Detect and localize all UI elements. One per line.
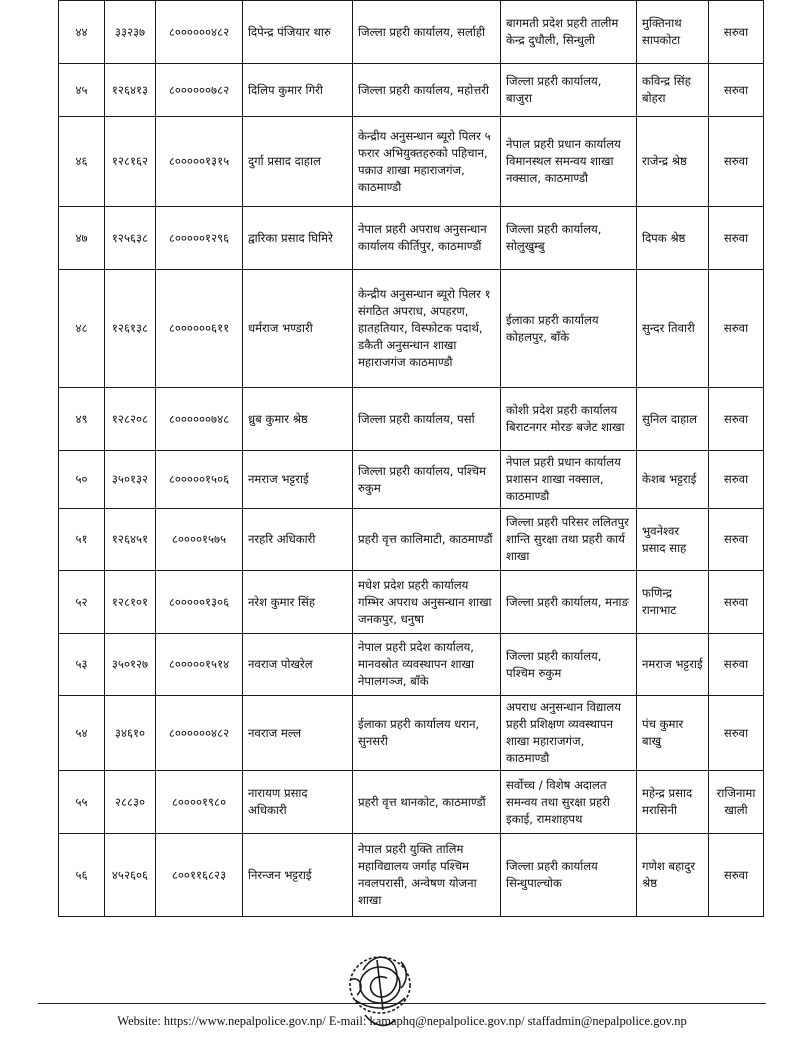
row-transfer-office: बागमती प्रदेश प्रहरी तालीम केन्द्र दुधौली, सिन्धुली: [501, 1, 637, 64]
row-replacement-officer: मुक्तिनाथ सापकोटा: [637, 1, 709, 64]
row-replacement-officer: गणेश बहादुर श्रेष्ठ: [637, 834, 709, 917]
row-employee-name: ध्रुब कुमार श्रेष्ठ: [243, 388, 353, 451]
row-transfer-office: जिल्ला प्रहरी कार्यालय, बाजुरा: [501, 64, 637, 117]
row-staff-id: १२८१०१: [105, 571, 156, 634]
row-status: सरुवा: [709, 834, 764, 917]
row-employee-name: दिलिप कुमार गिरी: [243, 64, 353, 117]
row-employee-name: द्वारिका प्रसाद घिमिरे: [243, 207, 353, 270]
row-current-office: जिल्ला प्रहरी कार्यालय, सर्लाही: [353, 1, 501, 64]
footer-rule: [38, 1003, 766, 1004]
row-staff-code: ८००००१९८०: [156, 771, 243, 834]
row-staff-id: १२८२०८: [105, 388, 156, 451]
row-staff-id: २८८३०: [105, 771, 156, 834]
row-staff-code: ८०००००१५०६: [156, 451, 243, 509]
row-replacement-officer: दिपक श्रेष्ठ: [637, 207, 709, 270]
row-status: राजिनामा खाली: [709, 771, 764, 834]
row-transfer-office: जिल्ला प्रहरी कार्यालय, मनाङ: [501, 571, 637, 634]
row-staff-code: ८००००००७४८: [156, 388, 243, 451]
row-current-office: केन्द्रीय अनुसन्धान ब्यूरो पिलर १ संगठित अपराध, अपहरण, हातहतियार, विस्फोटक पदार्थ, डकैती अनुसन्धान शाखा महाराजगंज काठमाण्डौ: [353, 270, 501, 388]
row-current-office: प्रहरी वृत्त थानकोट, काठमाण्डौं: [353, 771, 501, 834]
row-employee-name: नरहरि अधिकारी: [243, 509, 353, 571]
row-staff-code: ८०००००१२९६: [156, 207, 243, 270]
row-staff-id: १२६१३८: [105, 270, 156, 388]
table-row: [59, 634, 764, 696]
row-employee-name: नवराज मल्ल: [243, 696, 353, 771]
row-employee-name: नमराज भट्टराई: [243, 451, 353, 509]
row-employee-name: दुर्गा प्रसाद दाहाल: [243, 117, 353, 207]
row-serial-number: ५०: [59, 451, 105, 509]
row-staff-id: १२८१६२: [105, 117, 156, 207]
row-serial-number: ५१: [59, 509, 105, 571]
row-staff-id: ३३२३७: [105, 1, 156, 64]
row-staff-id: १२६४१३: [105, 64, 156, 117]
row-status: सरुवा: [709, 207, 764, 270]
row-replacement-officer: नमराज भट्टराई: [637, 634, 709, 696]
footer-contact: Website: https://www.nepalpolice.gov.np/ E-mail: kamaphq@nepalpolice.gov.np/ staffadmin@nepalpolice.gov.np: [117, 1014, 687, 1028]
row-staff-code: ८००००००६११: [156, 270, 243, 388]
row-transfer-office: जिल्ला प्रहरी कार्यालय, सोलुखुम्बु: [501, 207, 637, 270]
row-status: सरुवा: [709, 1, 764, 64]
row-status: सरुवा: [709, 270, 764, 388]
row-replacement-officer: राजेन्द्र श्रेष्ठ: [637, 117, 709, 207]
table-row: [59, 117, 764, 207]
table-row: [59, 207, 764, 270]
row-staff-id: ३५०१२७: [105, 634, 156, 696]
row-staff-code: ८००००००७८२: [156, 64, 243, 117]
table-row: [59, 571, 764, 634]
row-employee-name: नवराज पोखरेल: [243, 634, 353, 696]
row-serial-number: ५५: [59, 771, 105, 834]
row-replacement-officer: सुनिल दाहाल: [637, 388, 709, 451]
row-serial-number: ५६: [59, 834, 105, 917]
row-transfer-office: कोशी प्रदेश प्रहरी कार्यालय बिराटनगर मोरङ बजेट शाखा: [501, 388, 637, 451]
row-serial-number: ४६: [59, 117, 105, 207]
row-current-office: केन्द्रीय अनुसन्धान ब्यूरो पिलर ५ फरार अभियुक्तहरुको पहिचान, पक्राउ शाखा महाराजगंज, काठमाण्डौ: [353, 117, 501, 207]
row-staff-code: ८००००००४८२: [156, 1, 243, 64]
row-status: सरुवा: [709, 509, 764, 571]
row-transfer-office: ईलाका प्रहरी कार्यालय कोहलपुर, बाँके: [501, 270, 637, 388]
row-status: सरुवा: [709, 451, 764, 509]
table-row: [59, 771, 764, 834]
row-serial-number: ४७: [59, 207, 105, 270]
row-staff-id: ३५०१३२: [105, 451, 156, 509]
row-employee-name: नरेश कुमार सिंह: [243, 571, 353, 634]
row-replacement-officer: सुन्दर तिवारी: [637, 270, 709, 388]
row-status: सरुवा: [709, 117, 764, 207]
row-serial-number: ५२: [59, 571, 105, 634]
row-replacement-officer: भुवनेश्वर प्रसाद साह: [637, 509, 709, 571]
row-transfer-office: जिल्ला प्रहरी कार्यालय, पश्चिम रुकुम: [501, 634, 637, 696]
row-transfer-office: नेपाल प्रहरी प्रधान कार्यालय प्रशासन शाखा नक्साल, काठमाण्डौ: [501, 451, 637, 509]
row-status: सरुवा: [709, 64, 764, 117]
row-status: सरुवा: [709, 388, 764, 451]
row-serial-number: ४४: [59, 1, 105, 64]
row-staff-code: ८००११६८२३: [156, 834, 243, 917]
row-staff-code: ८०००००१३१५: [156, 117, 243, 207]
row-employee-name: नारायण प्रसाद अधिकारी: [243, 771, 353, 834]
row-current-office: नेपाल प्रहरी युक्ति तालिम महाविद्यालय जर्गाह पश्चिम नवलपरासी, अन्वेषण योजना शाखा: [353, 834, 501, 917]
row-replacement-officer: कविन्द्र सिंह बोहरा: [637, 64, 709, 117]
row-serial-number: ४८: [59, 270, 105, 388]
row-replacement-officer: केशब भट्टराई: [637, 451, 709, 509]
row-status: सरुवा: [709, 634, 764, 696]
row-status: सरुवा: [709, 696, 764, 771]
row-replacement-officer: पंच कुमार बाखु: [637, 696, 709, 771]
row-replacement-officer: फणिन्द्र रानाभाट: [637, 571, 709, 634]
row-serial-number: ४९: [59, 388, 105, 451]
row-serial-number: ४५: [59, 64, 105, 117]
row-staff-code: ८००००००४८२: [156, 696, 243, 771]
row-current-office: जिल्ला प्रहरी कार्यालय, पश्चिम रुकुम: [353, 451, 501, 509]
row-transfer-office: अपराध अनुसन्धान विद्यालय प्रहरी प्रशिक्षण व्यवस्थापन शाखा महाराजगंज, काठमाण्डौ: [501, 696, 637, 771]
row-current-office: मधेश प्रदेश प्रहरी कार्यालय गम्भिर अपराध अनुसन्धान शाखा जनकपुर, धनुषा: [353, 571, 501, 634]
row-transfer-office: जिल्ला प्रहरी परिसर ललितपुर शान्ति सुरक्षा तथा प्रहरी कार्य शाखा: [501, 509, 637, 571]
row-employee-name: निरन्जन भट्टराई: [243, 834, 353, 917]
row-employee-name: धर्मराज भण्डारी: [243, 270, 353, 388]
row-current-office: प्रहरी वृत्त कालिमाटी, काठमाण्डौं: [353, 509, 501, 571]
row-staff-id: १२६४५१: [105, 509, 156, 571]
row-current-office: जिल्ला प्रहरी कार्यालय, पर्सा: [353, 388, 501, 451]
table-row: [59, 696, 764, 771]
row-staff-code: ८०००००१३०६: [156, 571, 243, 634]
row-transfer-office: जिल्ला प्रहरी कार्यालय सिन्धुपाल्चोक: [501, 834, 637, 917]
row-employee-name: दिपेन्द्र पंजियार थारु: [243, 1, 353, 64]
row-serial-number: ५३: [59, 634, 105, 696]
row-staff-code: ८०००००१५१४: [156, 634, 243, 696]
transfer-table: [58, 0, 764, 917]
row-current-office: नेपाल प्रहरी अपराध अनुसन्धान कार्यालय कीर्तिपुर, काठमाण्डौं: [353, 207, 501, 270]
row-current-office: जिल्ला प्रहरी कार्यालय, महोत्तरी: [353, 64, 501, 117]
row-transfer-office: सर्वोच्च / विशेष अदालत समन्वय तथा सुरक्षा प्रहरी इकाई, रामशाहपथ: [501, 771, 637, 834]
row-staff-code: ८००००१५७५: [156, 509, 243, 571]
row-current-office: नेपाल प्रहरी प्रदेश कार्यालय, मानवस्रोत व्यवस्थापन शाखा नेपालगञ्ज, बाँके: [353, 634, 501, 696]
row-transfer-office: नेपाल प्रहरी प्रधान कार्यालय विमानस्थल समन्वय शाखा नक्साल, काठमाण्डौ: [501, 117, 637, 207]
row-staff-id: ४५२६०६: [105, 834, 156, 917]
row-staff-id: १२५६३८: [105, 207, 156, 270]
table-row: [59, 451, 764, 509]
table-row: [59, 509, 764, 571]
row-status: सरुवा: [709, 571, 764, 634]
table-row: [59, 1, 764, 64]
table-row: [59, 270, 764, 388]
row-replacement-officer: महेन्द्र प्रसाद मरासिनी: [637, 771, 709, 834]
row-serial-number: ५४: [59, 696, 105, 771]
table-row: [59, 834, 764, 917]
table-row: [59, 64, 764, 117]
row-current-office: ईलाका प्रहरी कार्यालय धरान, सुनसरी: [353, 696, 501, 771]
table-row: [59, 388, 764, 451]
row-staff-id: ३४६१०: [105, 696, 156, 771]
